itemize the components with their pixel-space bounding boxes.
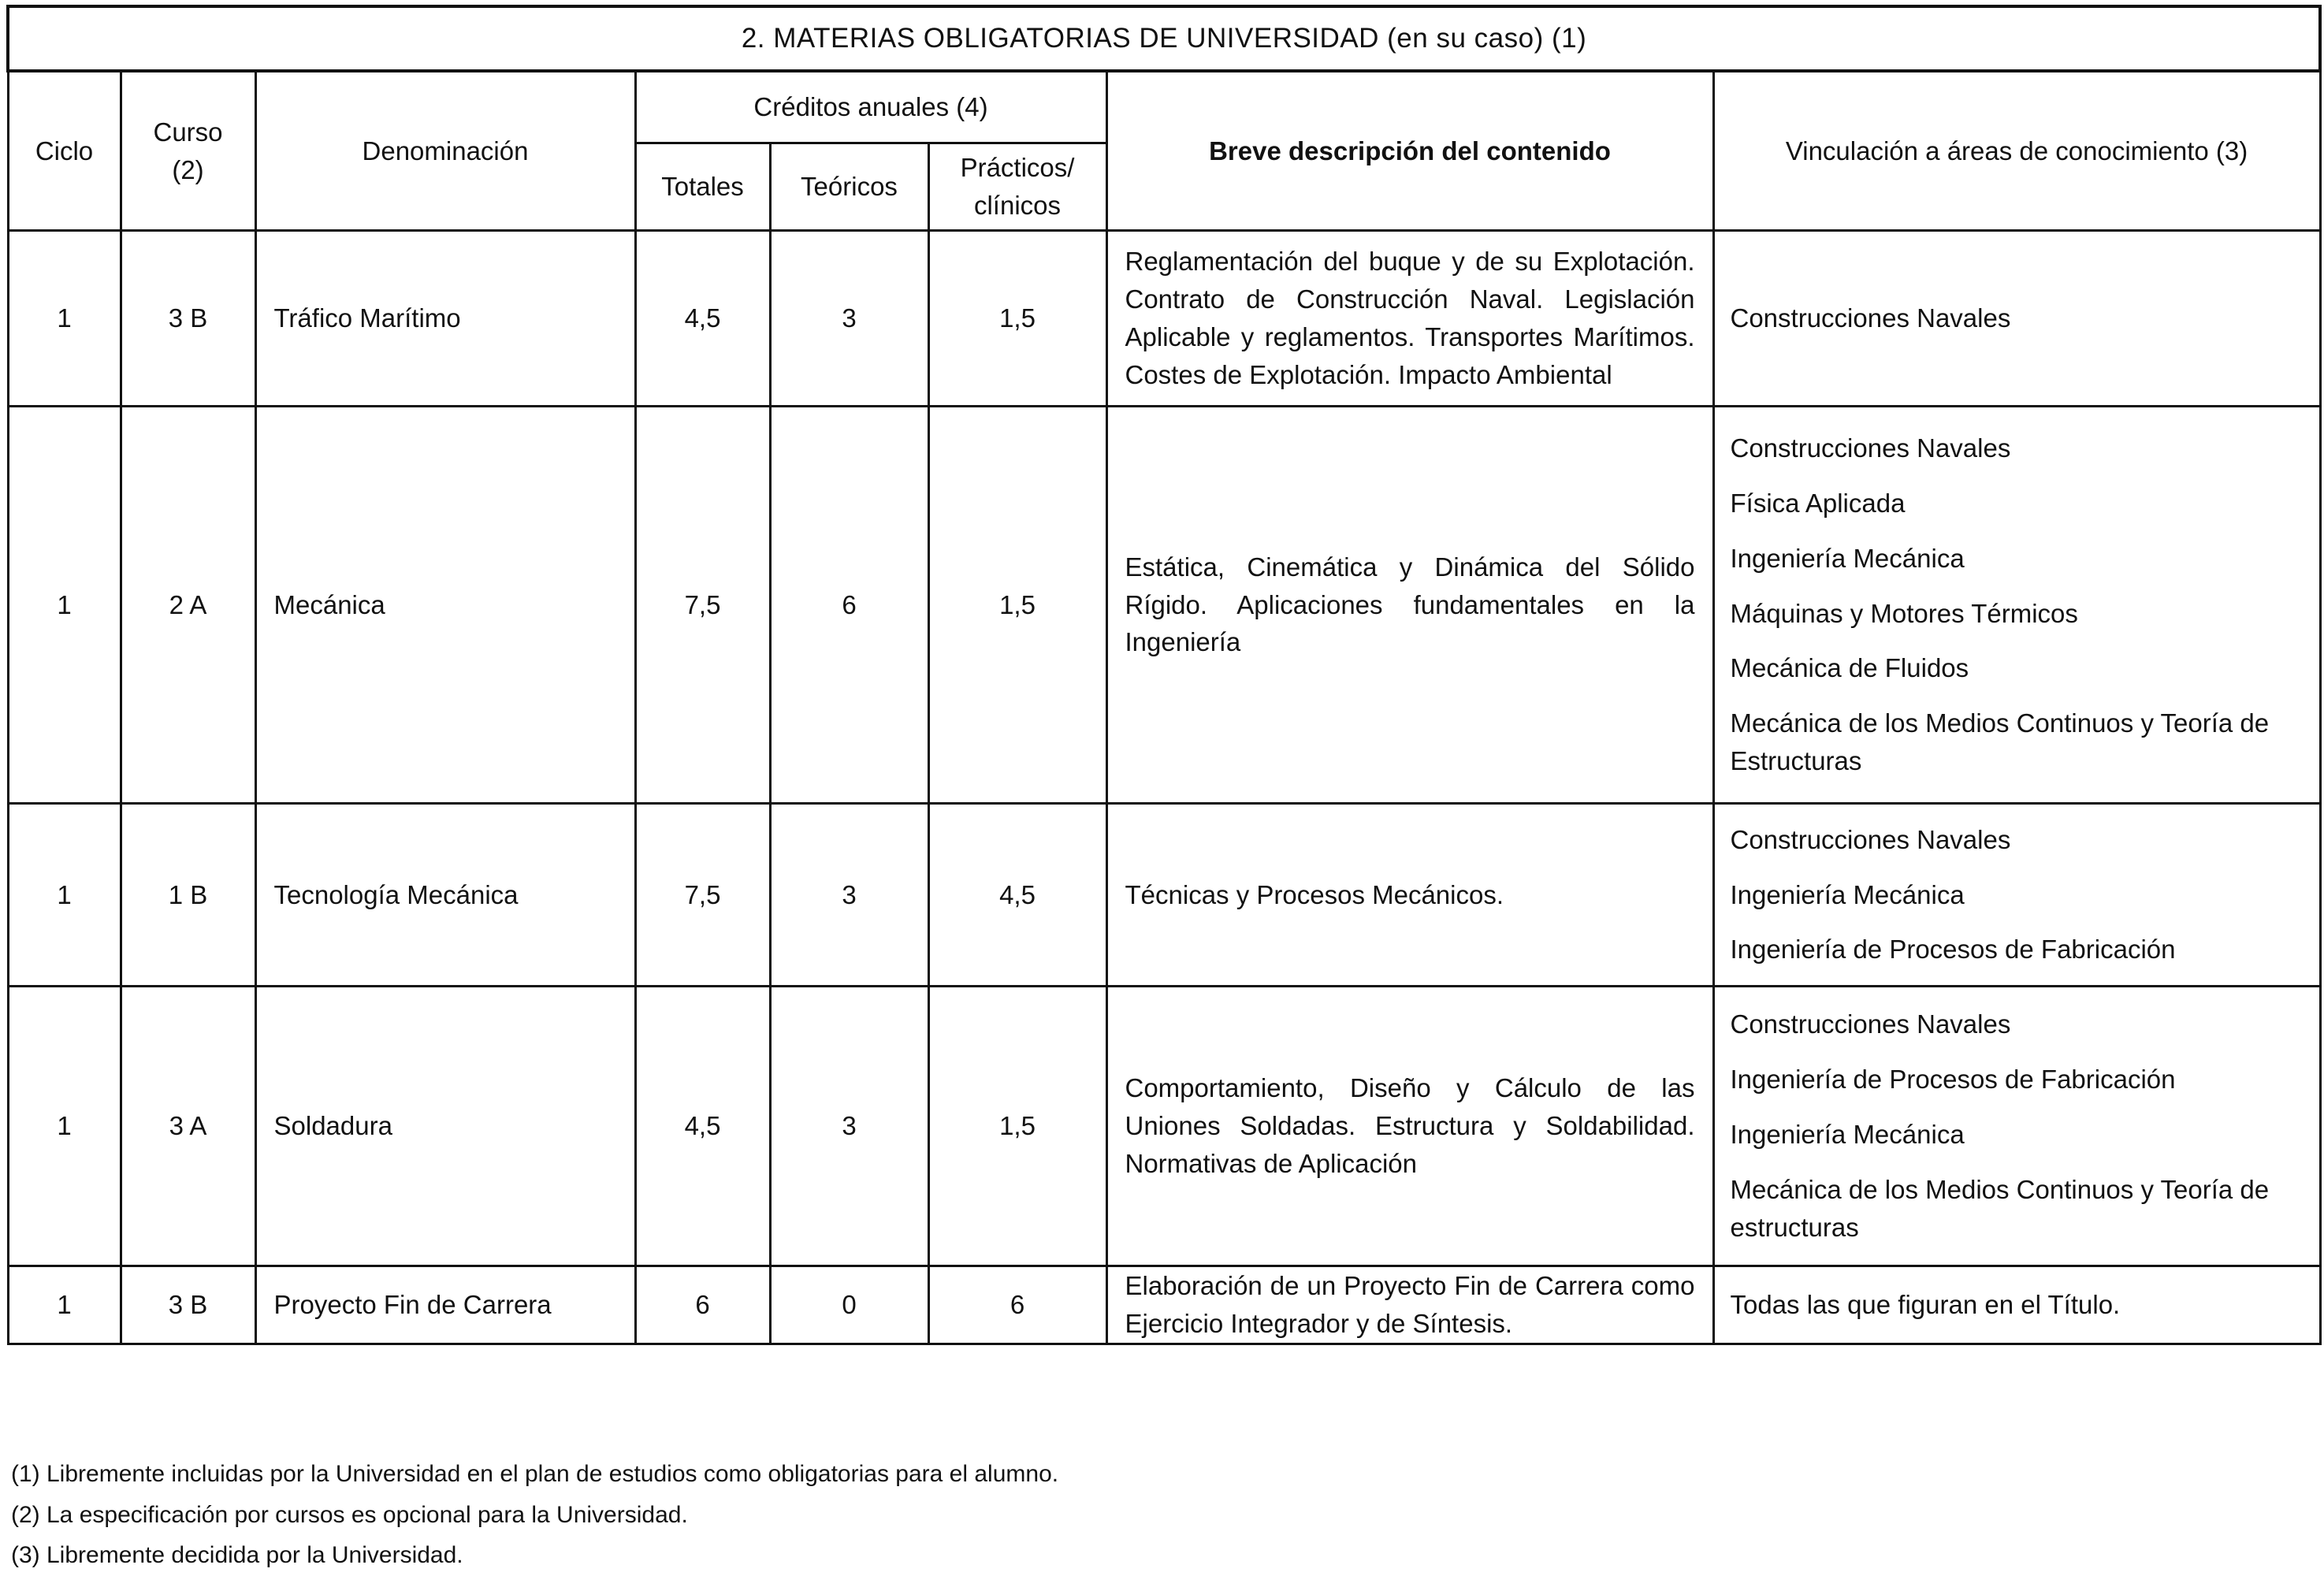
footnote-1: (1) Libremente incluidas por la Universidad en el plan de estudios como obligatorias para el alumno. xyxy=(11,1461,1059,1487)
cell-descripcion: Reglamentación del buque y de su Explotación. Contrato de Construcción Naval. Legislación Aplicable y reglamentos. Transportes Marítimos. Costes de Explotación. Impacto Ambiental xyxy=(1106,231,1713,407)
area-item: Ingeniería de Procesos de Fabricación xyxy=(1730,1065,2176,1095)
table-body xyxy=(8,231,2320,1344)
cell-practicos: 4,5 xyxy=(928,804,1106,987)
header-totales: Totales xyxy=(635,143,770,231)
cell-practicos: 6 xyxy=(928,1266,1106,1344)
table-row xyxy=(8,1266,2320,1344)
area-item: Todas las que figuran en el Título. xyxy=(1730,1289,2121,1319)
area-item: Ingeniería Mecánica xyxy=(1730,543,1965,573)
cell-curso: 3 B xyxy=(121,231,255,407)
cell-ciclo: 1 xyxy=(8,1266,121,1344)
cell-practicos: 1,5 xyxy=(928,231,1106,407)
header-practicos: Prácticos/ clínicos xyxy=(928,143,1106,231)
cell-descripcion: Técnicas y Procesos Mecánicos. xyxy=(1106,804,1713,987)
cell-descripcion: Elaboración de un Proyecto Fin de Carrera como Ejercicio Integrador y de Síntesis. xyxy=(1106,1266,1713,1344)
cell-ciclo: 1 xyxy=(8,804,121,987)
area-item: Ingeniería Mecánica xyxy=(1730,879,1965,909)
cell-vinculacion xyxy=(1713,407,2320,804)
table-row xyxy=(8,987,2320,1266)
header-denominacion: Denominación xyxy=(255,71,635,231)
cell-descripcion: Estática, Cinemática y Dinámica del Sólido Rígido. Aplicaciones fundamentales en la Ingeniería xyxy=(1106,407,1713,804)
cell-practicos: 1,5 xyxy=(928,407,1106,804)
area-item: Máquinas y Motores Térmicos xyxy=(1730,598,2078,628)
cell-totales: 4,5 xyxy=(635,987,770,1266)
cell-vinculacion xyxy=(1713,231,2320,407)
cell-ciclo: 1 xyxy=(8,407,121,804)
footnotes xyxy=(11,1454,1058,1576)
area-item: Física Aplicada xyxy=(1730,488,1906,518)
cell-teoricos: 3 xyxy=(770,804,928,987)
cell-ciclo: 1 xyxy=(8,231,121,407)
cell-curso: 3 B xyxy=(121,1266,255,1344)
area-item: Construcciones Navales xyxy=(1730,824,2011,854)
footnote-3: (3) Libremente decidida por la Universidad. xyxy=(11,1542,463,1569)
materias-table xyxy=(6,5,2322,1345)
header-teoricos: Teóricos xyxy=(770,143,928,231)
cell-denominacion: Soldadura xyxy=(255,987,635,1266)
header-creditos-anuales: Créditos anuales (4) xyxy=(635,71,1106,143)
cell-totales: 4,5 xyxy=(635,231,770,407)
area-item: Construcciones Navales xyxy=(1730,433,2011,463)
cell-teoricos: 0 xyxy=(770,1266,928,1344)
area-item: Construcciones Navales xyxy=(1730,303,2011,333)
header-descripcion: Breve descripción del contenido xyxy=(1106,71,1713,231)
area-item: Ingeniería Mecánica xyxy=(1730,1120,1965,1150)
cell-vinculacion xyxy=(1713,987,2320,1266)
cell-ciclo: 1 xyxy=(8,987,121,1266)
cell-descripcion: Comportamiento, Diseño y Cálculo de las Uniones Soldadas. Estructura y Soldabilidad. Normativas de Aplicación xyxy=(1106,987,1713,1266)
footnote-2: (2) La especificación por cursos es opcional para la Universidad. xyxy=(11,1501,688,1528)
cell-totales: 6 xyxy=(635,1266,770,1344)
cell-teoricos: 3 xyxy=(770,231,928,407)
area-item: Mecánica de los Medios Continuos y Teoría de Estructuras xyxy=(1730,708,2270,776)
cell-curso: 1 B xyxy=(121,804,255,987)
table-row xyxy=(8,804,2320,987)
area-item: Ingeniería de Procesos de Fabricación xyxy=(1730,935,2176,965)
cell-teoricos: 6 xyxy=(770,407,928,804)
header-vinculacion: Vinculación a áreas de conocimiento (3) xyxy=(1713,71,2320,231)
cell-curso: 3 A xyxy=(121,987,255,1266)
cell-denominacion: Mecánica xyxy=(255,407,635,804)
header-ciclo: Ciclo xyxy=(8,71,121,231)
header-curso: Curso (2) xyxy=(121,71,255,231)
cell-teoricos: 3 xyxy=(770,987,928,1266)
area-item: Construcciones Navales xyxy=(1730,1009,2011,1039)
cell-practicos: 1,5 xyxy=(928,987,1106,1266)
cell-denominacion: Tecnología Mecánica xyxy=(255,804,635,987)
cell-curso: 2 A xyxy=(121,407,255,804)
cell-vinculacion xyxy=(1713,804,2320,987)
cell-vinculacion xyxy=(1713,1266,2320,1344)
table-row xyxy=(8,407,2320,804)
cell-denominacion: Tráfico Marítimo xyxy=(255,231,635,407)
table-row xyxy=(8,231,2320,407)
cell-totales: 7,5 xyxy=(635,407,770,804)
table-title: 2. MATERIAS OBLIGATORIAS DE UNIVERSIDAD (en su caso) (1) xyxy=(8,6,2320,71)
area-item: Mecánica de los Medios Continuos y Teoría de estructuras xyxy=(1730,1174,2270,1242)
cell-denominacion: Proyecto Fin de Carrera xyxy=(255,1266,635,1344)
area-item: Mecánica de Fluidos xyxy=(1730,653,1969,683)
cell-totales: 7,5 xyxy=(635,804,770,987)
